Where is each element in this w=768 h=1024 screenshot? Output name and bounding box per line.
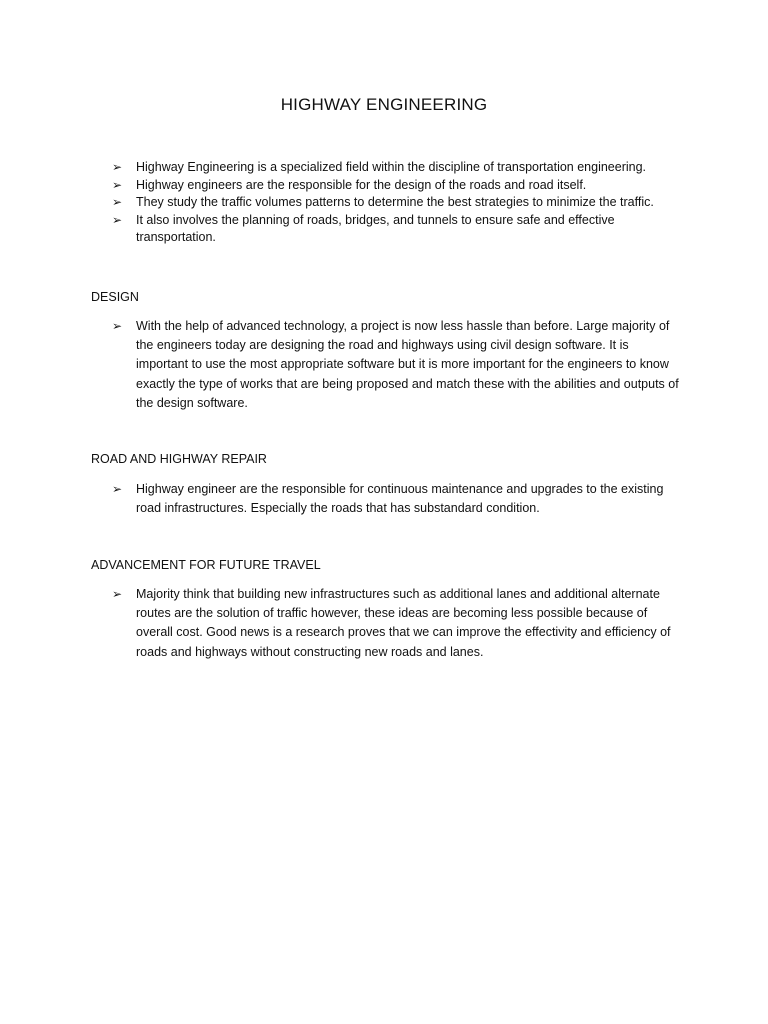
list-item bbox=[112, 177, 682, 195]
arrowhead-bullet-icon: ➢ bbox=[112, 177, 123, 192]
list-item-text: Majority think that building new infrastructures such as additional lanes and additional alternate routes are the solution of traffic however, these ideas are becoming less possible because of overall cost. Good news is a research proves that we can improve the effectivity and efficiency of roads and highways without constructing new roads and lanes. bbox=[136, 587, 671, 659]
list-item-text: Highway engineer are the responsible for continuous maintenance and upgrades to the existing road infrastructures. Especially the roads that has substandard condition. bbox=[136, 482, 664, 516]
arrowhead-bullet-icon: ➢ bbox=[112, 587, 123, 601]
list-item-text: Highway engineers are the responsible for the design of the roads and road itself. bbox=[136, 177, 587, 192]
list-item bbox=[112, 212, 682, 247]
list-item bbox=[112, 317, 682, 413]
repair-list bbox=[112, 480, 682, 518]
list-item bbox=[112, 159, 682, 177]
list-item-text: Highway Engineering is a specialized field within the discipline of transportation engineering. bbox=[136, 160, 647, 174]
future-travel-list bbox=[112, 585, 682, 662]
list-item-text: It also involves the planning of roads, bridges, and tunnels to ensure safe and effective transportation. bbox=[136, 212, 615, 244]
section-heading-repair: ROAD AND HIGHWAY REPAIR bbox=[91, 452, 267, 466]
arrowhead-bullet-icon: ➢ bbox=[112, 319, 123, 333]
list-item bbox=[112, 585, 682, 662]
list-item bbox=[112, 480, 682, 518]
arrowhead-bullet-icon: ➢ bbox=[112, 195, 123, 209]
design-list bbox=[112, 317, 682, 413]
arrowhead-bullet-icon: ➢ bbox=[112, 212, 123, 227]
arrowhead-bullet-icon: ➢ bbox=[112, 160, 123, 174]
list-item-text: They study the traffic volumes patterns to determine the best strategies to minimize the traffic. bbox=[136, 195, 654, 209]
list-item bbox=[112, 194, 682, 212]
arrowhead-bullet-icon: ➢ bbox=[112, 482, 123, 496]
section-heading-design: DESIGN bbox=[91, 290, 139, 304]
list-item-text: With the help of advanced technology, a project is now less hassle than before. Large majority of the engineers today are designing the road and highways using civil design software. It is important to use the most appropriate software but it is more important for the engineers to know exactly the type of works that are being proposed and match these with the abilities and outputs of the design software. bbox=[136, 319, 679, 410]
document-title: HIGHWAY ENGINEERING bbox=[280, 95, 488, 114]
intro-list bbox=[112, 159, 682, 247]
section-heading-future-travel: ADVANCEMENT FOR FUTURE TRAVEL bbox=[91, 558, 321, 572]
